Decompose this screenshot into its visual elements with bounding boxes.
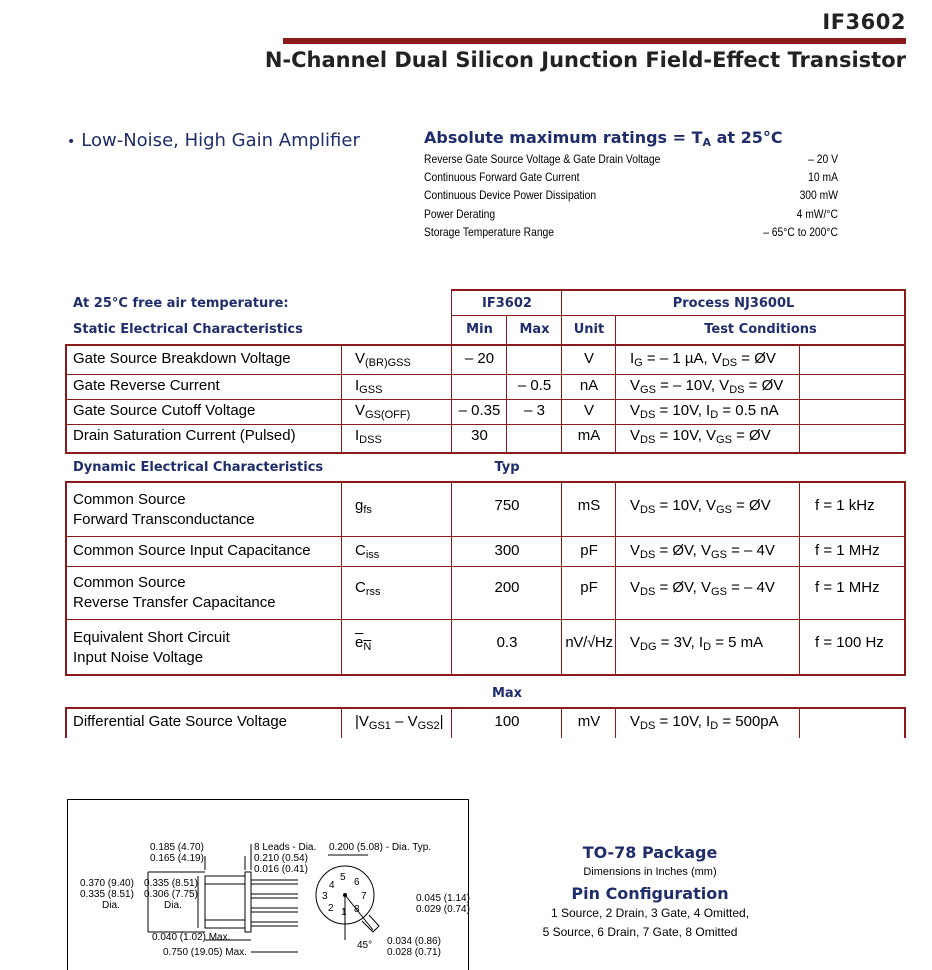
- cond-sub: DG: [640, 641, 657, 653]
- cond-text: V: [630, 402, 641, 419]
- table-rule: [799, 707, 800, 738]
- frequency: f = 1 kHz: [815, 497, 875, 514]
- bullet-glyph: •: [67, 134, 76, 150]
- test-condition: [630, 427, 771, 446]
- symbol-main: V: [355, 402, 366, 419]
- frequency: f = 1 MHz: [815, 542, 880, 559]
- abs-max-heading-sub: A: [702, 136, 712, 149]
- unit: nA: [579, 377, 599, 394]
- abs-max-value: 300 mW: [799, 188, 838, 202]
- symbol-main: |: [439, 713, 444, 730]
- abs-max-value: – 65°C to 200°C: [763, 225, 838, 239]
- symbol-sub: fs: [363, 504, 372, 516]
- typ-label: Typ: [494, 460, 520, 475]
- page-title: N-Channel Dual Silicon Junction Field-Effect Transistor: [264, 48, 906, 72]
- max-value: – 3: [524, 402, 545, 419]
- part-number: IF3602: [822, 10, 906, 34]
- table-rule: [65, 707, 906, 709]
- abs-max-label: Power Derating: [424, 207, 496, 221]
- unit: pF: [580, 579, 598, 596]
- dynamic-header: Dynamic Electrical Characteristics: [73, 460, 324, 475]
- dim-text: 0.034 (0.86): [387, 936, 441, 947]
- table-rule: [799, 344, 800, 454]
- dim-pitch: 0.200 (5.08) - Dia. Typ.: [329, 842, 432, 853]
- cond-text: = – 4V: [726, 542, 775, 559]
- param-label: Differential Gate Source Voltage: [73, 713, 288, 730]
- pin-label: 6: [354, 877, 360, 888]
- cond-text: = 5 mA: [711, 634, 764, 651]
- test-condition: [630, 713, 779, 732]
- abs-max-row: [424, 188, 838, 202]
- unit: V: [583, 350, 594, 367]
- cond-text: = 500pA: [718, 713, 779, 730]
- symbol: [355, 579, 381, 598]
- cond-sub: DS: [640, 409, 656, 421]
- max-value: – 0.5: [517, 377, 552, 394]
- symbol-main: e: [355, 634, 364, 651]
- unit: mV: [577, 713, 601, 730]
- cond-sub: DS: [729, 384, 745, 396]
- symbol-sub: N: [363, 641, 372, 653]
- cond-text: = 10V, V: [655, 497, 717, 514]
- cond-text: = – 1 µA, V: [642, 350, 722, 367]
- temp-note: At 25°C free air temperature:: [73, 296, 289, 311]
- package-name: TO-78 Package: [582, 843, 718, 862]
- table-rule: [341, 707, 342, 738]
- abs-max-value: 4 mW/°C: [796, 207, 838, 221]
- feature-item: [67, 130, 360, 151]
- param-label: [73, 490, 255, 530]
- symbol-main: C: [355, 579, 366, 596]
- dim-angle: 45°: [357, 940, 373, 951]
- param-line: Common Source: [73, 491, 186, 508]
- abs-max-row: [424, 152, 838, 166]
- param-label: Common Source Input Capacitance: [73, 542, 311, 559]
- table-rule: [341, 481, 342, 676]
- dim-inner-dia: [144, 878, 198, 911]
- param-label: Gate Reverse Current: [73, 377, 220, 394]
- test-condition: [630, 497, 771, 516]
- pin-label: 8: [354, 904, 360, 915]
- abs-max-label: Continuous Forward Gate Current: [424, 170, 580, 184]
- param-label: Gate Source Cutoff Voltage: [73, 402, 256, 419]
- dim-length-max: 0.750 (19.05) Max.: [163, 947, 247, 958]
- can-flange: [245, 872, 251, 932]
- dim-text: 0.335 (8.51): [144, 878, 198, 889]
- cond-text: = 10V, I: [655, 713, 711, 730]
- cond-sub: DS: [721, 357, 738, 369]
- table-rule: [799, 481, 800, 676]
- part-column-header: IF3602: [482, 296, 532, 311]
- max-column-header: Max: [519, 322, 550, 337]
- header-rule: [283, 38, 906, 44]
- param-label: [73, 573, 276, 613]
- cond-sub: GS: [711, 586, 727, 598]
- cond-sub: D: [703, 641, 712, 653]
- param-line: Reverse Transfer Capacitance: [73, 594, 276, 611]
- test-condition: [630, 377, 783, 396]
- dim-text: 0.185 (4.70): [150, 842, 204, 853]
- dim-text: 0.370 (9.40): [80, 878, 134, 889]
- unit: pF: [580, 542, 598, 559]
- cond-text: = 0.5 nA: [718, 402, 779, 419]
- min-value: – 0.35: [458, 402, 501, 419]
- process-column-header: Process NJ3600L: [672, 296, 795, 311]
- cond-sub: GS: [711, 549, 727, 561]
- symbol-main: C: [355, 542, 366, 559]
- table-rule: [451, 315, 906, 316]
- cond-text: = – 10V, V: [655, 377, 730, 394]
- symbol-sub: GSS: [359, 384, 383, 396]
- table-rule: [65, 674, 906, 676]
- param-label: Gate Source Breakdown Voltage: [73, 350, 291, 367]
- dim-text: 0.306 (7.75): [144, 889, 198, 900]
- dim-height-max: 0.040 (1.02) Max.: [152, 932, 231, 943]
- table-rule: [65, 344, 67, 454]
- dim-text: 0.165 (4.19): [150, 853, 204, 864]
- table-rule: [65, 566, 906, 567]
- frequency: f = 100 Hz: [815, 634, 884, 651]
- pin-label: 7: [361, 891, 367, 902]
- test-condition: [630, 350, 776, 369]
- table-rule: [65, 399, 906, 400]
- table-rule: [65, 481, 906, 483]
- cond-sub: D: [710, 409, 719, 421]
- typ-value: 300: [494, 542, 520, 559]
- symbol: [355, 377, 382, 396]
- symbol: [355, 497, 372, 516]
- static-header: Static Electrical Characteristics: [73, 322, 303, 337]
- min-value: 30: [471, 427, 488, 444]
- package-drawing: [67, 799, 469, 970]
- dim-cap-height: [150, 842, 204, 864]
- tab-outline: [362, 915, 379, 932]
- cond-text: = ØV, V: [655, 542, 712, 559]
- pin-label: 1: [341, 907, 347, 918]
- symbol-main: – V: [390, 713, 418, 730]
- test-condition: [630, 579, 775, 598]
- dim-text: 0.029 (0.74): [416, 904, 470, 915]
- symbol-main: g: [355, 497, 364, 514]
- table-rule: [451, 289, 906, 291]
- cond-text: V: [630, 542, 641, 559]
- pin-config-line: 5 Source, 6 Drain, 7 Gate, 8 Omitted: [542, 925, 738, 939]
- frequency: f = 1 MHz: [815, 579, 880, 596]
- cond-text: V: [630, 634, 641, 651]
- param-line: Forward Transconductance: [73, 511, 255, 528]
- symbol-sub: DSS: [359, 434, 382, 446]
- symbol-main: V: [355, 350, 366, 367]
- symbol-sub: GS1: [368, 720, 391, 732]
- table-rule: [65, 707, 67, 738]
- table-rule: [65, 344, 906, 346]
- symbol-main: |V: [355, 713, 369, 730]
- cond-text: = 10V, I: [655, 402, 711, 419]
- table-rule: [65, 619, 906, 620]
- pin-label: 5: [340, 872, 346, 883]
- dim-outer-dia: [80, 878, 134, 911]
- symbol: [355, 427, 382, 446]
- table-rule: [65, 374, 906, 375]
- cond-text: V: [630, 713, 641, 730]
- cond-text: = ØV, V: [655, 579, 712, 596]
- abs-max-value: – 20 V: [808, 152, 838, 166]
- cond-text: I: [630, 350, 635, 367]
- abs-max-label: Storage Temperature Range: [424, 225, 555, 239]
- table-rule: [65, 481, 67, 676]
- symbol-sub: GS2: [417, 720, 440, 732]
- abs-max-label: Reverse Gate Source Voltage & Gate Drain Voltage: [424, 152, 661, 166]
- cond-text: = 3V, I: [656, 634, 704, 651]
- pin-label: 3: [322, 891, 328, 902]
- dim-text: Dia.: [102, 900, 120, 911]
- min-column-header: Min: [466, 322, 493, 337]
- pin-label: 2: [328, 903, 334, 914]
- table-rule: [341, 344, 342, 454]
- max-label: Max: [491, 686, 523, 701]
- dim-tab-width: [387, 936, 441, 958]
- cond-text: = ØV: [744, 377, 784, 394]
- cond-sub: DS: [640, 549, 656, 561]
- unit: mA: [577, 427, 601, 444]
- pin-label: 4: [329, 880, 335, 891]
- typ-value: 750: [494, 497, 520, 514]
- unit: V: [583, 402, 594, 419]
- param-line: Equivalent Short Circuit: [73, 629, 230, 646]
- cond-sub: GS: [716, 434, 732, 446]
- dim-text: 0.210 (0.54): [254, 853, 308, 864]
- pin-config-heading: Pin Configuration: [571, 884, 729, 903]
- cond-sub: D: [710, 720, 719, 732]
- pin-config-line: 1 Source, 2 Drain, 3 Gate, 4 Omitted,: [550, 906, 750, 920]
- dim-tab: [416, 893, 470, 915]
- table-rule: [904, 289, 906, 454]
- cond-text: V: [630, 497, 641, 514]
- abs-max-heading-text: Absolute maximum ratings = T: [424, 128, 703, 147]
- symbol: [355, 713, 444, 732]
- cond-text: V: [630, 427, 641, 444]
- unit: nV/√Hz: [565, 634, 613, 651]
- table-rule: [904, 481, 906, 676]
- table-rule: [65, 424, 906, 425]
- table-rule: [65, 452, 906, 454]
- cond-sub: GS: [716, 504, 732, 516]
- abs-max-value: 10 mA: [808, 170, 838, 184]
- unit-column-header: Unit: [573, 322, 605, 337]
- feature-text: Low-Noise, High Gain Amplifier: [81, 130, 360, 151]
- param-label: Drain Saturation Current (Pulsed): [73, 427, 296, 444]
- cond-sub: DS: [640, 720, 656, 732]
- param-line: Input Noise Voltage: [73, 649, 204, 666]
- cond-text: = ØV: [731, 497, 771, 514]
- dim-text: 8 Leads - Dia.: [254, 842, 317, 853]
- cond-sub: GS: [640, 384, 656, 396]
- cond-text: = ØV: [731, 427, 771, 444]
- param-label: [73, 628, 230, 668]
- abs-max-heading: [424, 128, 783, 149]
- max-value: 100: [494, 713, 520, 730]
- abs-max-row: [424, 225, 838, 239]
- abs-max-label: Continuous Device Power Dissipation: [424, 188, 597, 202]
- symbol: [355, 634, 371, 653]
- symbol-main: I: [355, 377, 360, 394]
- cond-text: = – 4V: [726, 579, 775, 596]
- dim-text: 0.335 (8.51): [80, 889, 134, 900]
- dim-text: 0.028 (0.71): [387, 947, 441, 958]
- test-condition: [630, 402, 779, 421]
- symbol-sub: iss: [365, 549, 380, 561]
- abs-max-row: [424, 207, 838, 221]
- unit: mS: [577, 497, 601, 514]
- cond-text: V: [630, 579, 641, 596]
- symbol: [355, 402, 410, 421]
- dim-text: 0.016 (0.41): [254, 864, 308, 875]
- cond-sub: G: [634, 357, 643, 369]
- cond-sub: DS: [640, 434, 656, 446]
- test-condition: [630, 634, 763, 653]
- symbol-main: I: [355, 427, 360, 444]
- typ-value: 200: [494, 579, 520, 596]
- cond-text: = ØV: [737, 350, 776, 367]
- symbol-sub: (BR)GSS: [365, 357, 411, 369]
- dim-text: Dia.: [164, 900, 182, 911]
- symbol-sub: GS(OFF): [365, 409, 411, 421]
- test-conditions-header: Test Conditions: [704, 322, 817, 337]
- typ-value: 0.3: [496, 634, 518, 651]
- symbol: [355, 542, 379, 561]
- test-condition: [630, 542, 775, 561]
- min-value: – 20: [464, 350, 495, 367]
- symbol: [355, 350, 411, 369]
- cond-text: = 10V, V: [655, 427, 717, 444]
- cond-text: V: [630, 377, 641, 394]
- cond-sub: DS: [640, 504, 656, 516]
- abs-max-row: [424, 170, 838, 184]
- table-rule: [904, 707, 906, 738]
- dim-lead-dia: [254, 842, 316, 875]
- dim-text: 0.045 (1.14): [416, 893, 470, 904]
- abs-max-heading-tail: at 25°C: [711, 128, 783, 147]
- table-rule: [65, 536, 906, 537]
- param-line: Common Source: [73, 574, 186, 591]
- cond-sub: DS: [640, 586, 656, 598]
- dimensions-note: Dimensions in Inches (mm): [583, 866, 717, 878]
- symbol-sub: rss: [365, 586, 381, 598]
